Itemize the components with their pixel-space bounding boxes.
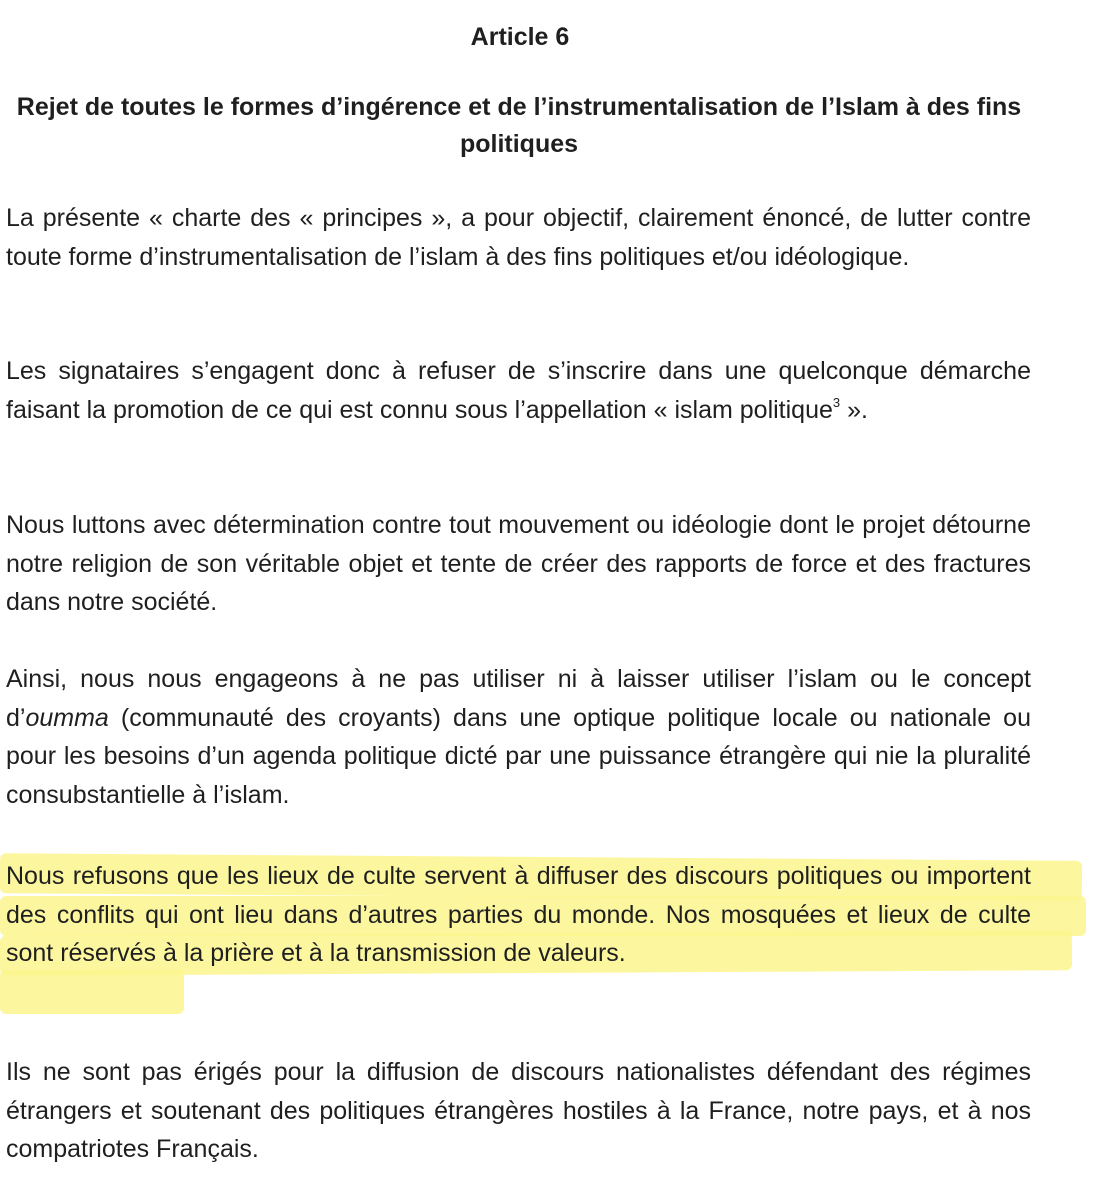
paragraph-4-start: Ainsi, nous nous engageons à ne pas utiliser ni à laisser utiliser l’islam ou le concept d’	[6, 665, 1031, 732]
footnote-marker: 3	[832, 394, 841, 410]
paragraph-4	[6, 660, 1031, 814]
paragraph-5-highlighted: Nous refusons que les lieux de culte servent à diffuser des discours politiques ou importent des conflits qui ont lieu dans d’autres parties du monde. Nos mosquées et lieux de culte sont réservés à la prière et à la transmission de valeurs.	[6, 862, 1031, 967]
paragraph-4-end: (communauté des croyants) dans une optique politique locale ou nationale ou pour les besoins d’un agenda politique dicté par une puissance étrangère qui nie la pluralité consubstantielle à l’islam.	[6, 703, 1031, 809]
article-number: Article 6	[470, 23, 570, 51]
oumma-term: oumma	[25, 703, 109, 732]
paragraph-3: Nous luttons avec détermination contre tout mouvement ou idéologie dont le projet détourne notre religion de son véritable objet et tente de créer des rapports de force et des fractures dans notre société.	[6, 511, 1031, 616]
paragraph-2	[6, 352, 1031, 429]
paragraph-6: Ils ne sont pas érigés pour la diffusion de discours nationalistes défendant des régimes étrangers et soutenant des politiques étrangères hostiles à la France, notre pays, et à nos compatriotes Français.	[6, 1058, 1031, 1163]
paragraph-1: La présente « charte des « principes », a pour objectif, clairement énoncé, de lutter contre toute forme d’instrumentalisation de l’islam à des fins politiques et/ou idéologique.	[6, 204, 1031, 271]
paragraph-2-text: Les signataires s’engagent donc à refuser de s’inscrire dans une quelconque démarche faisant la promotion de ce qui est connu sous l’appellation « islam politique	[6, 357, 1031, 424]
highlight-line-4	[0, 970, 184, 1014]
paragraph-2-end: ».	[840, 395, 868, 424]
article-title: Rejet de toutes le formes d’ingérence et de l’instrumentalisation de l’Islam à des fins politiques	[16, 93, 1022, 158]
